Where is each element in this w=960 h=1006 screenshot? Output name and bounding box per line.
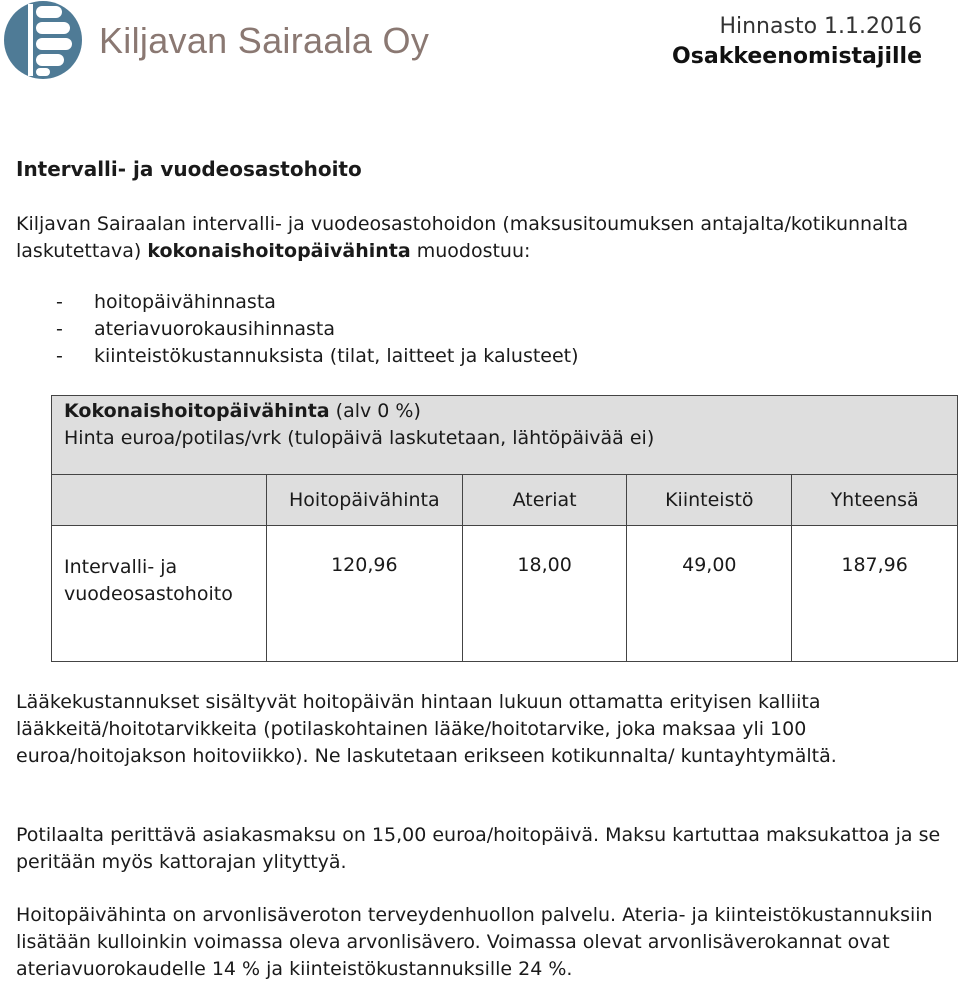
row-label: Intervalli- ja vuodeosastohoito xyxy=(52,526,267,662)
patient-fee-paragraph: Potilaalta perittävä asiakasmaksu on 15,00 euroa/hoitopäivä. Maksu kartuttaa maksukattoa ja se peritään myös kattorajan ylityttyä. xyxy=(16,824,941,873)
medication-paragraph: Lääkekustannukset sisältyvät hoitopäivän hintaan lukuun ottamatta erityisen kalliita lääkkeitä/hoitotarvikkeita (potilaskohtainen lääke/hoitotarvike, joka maksaa yli 100 euroa/hoitojakson hoitoviikko). Ne laskutetaan erikseen kotikunnalta/ kuntayhtymältä. xyxy=(16,691,837,767)
intro-text-start: Kiljavan Sairaalan intervalli- ja vuodeosastohoidon (maksusitoumuksen antajalta/kotikunnalta laskutettava) xyxy=(16,213,909,262)
table-header-cell: Ateriat xyxy=(462,475,627,526)
price-components-list xyxy=(56,289,579,370)
list-item: - hoitopäivähinnasta xyxy=(56,289,579,316)
table-header-row xyxy=(52,475,958,526)
price-list-date: Hinnasto 1.1.2016 xyxy=(719,14,922,39)
section-title: Intervalli- ja vuodeosastohoito xyxy=(16,157,362,181)
vat-paragraph: Hoitopäivähinta on arvonlisäveroton terveydenhuollon palvelu. Ateria- ja kiinteistökustannuksiin lisätään kulloinkin voimassa oleva arvonlisävero. Voimassa olevat arvonlisäverokannat ovat ateriavuorokaudelle 14 % ja kiinteistökustannuksille 24 %. xyxy=(16,904,933,980)
intro-bold-term: kokonaishoitopäivähinta xyxy=(147,240,411,262)
table-header-cell: Yhteensä xyxy=(792,475,958,526)
table-caption xyxy=(52,396,958,475)
table-row xyxy=(52,526,958,662)
table-header-cell: Kiinteistö xyxy=(627,475,792,526)
list-item: - ateriavuorokausihinnasta xyxy=(56,316,579,343)
table-cell: 18,00 xyxy=(462,526,627,662)
caption-vat: (alv 0 %) xyxy=(329,400,421,422)
logo-mark-icon xyxy=(2,0,94,82)
intro-paragraph xyxy=(16,211,946,265)
caption-bold: Kokonaishoitopäivähinta xyxy=(64,400,330,422)
document-header xyxy=(672,12,922,72)
caption-note: Hinta euroa/potilas/vrk (tulopäivä laskutetaan, lähtöpäivää ei) xyxy=(64,427,655,449)
price-table xyxy=(51,395,958,662)
list-item: - kiinteistökustannuksista (tilat, laitteet ja kalusteet) xyxy=(56,343,579,370)
audience-title: Osakkeenomistajille xyxy=(672,44,922,69)
table-cell: 120,96 xyxy=(266,526,462,662)
table-header-cell: Hoitopäivähinta xyxy=(266,475,462,526)
table-caption-row xyxy=(52,396,958,475)
table-header-cell xyxy=(52,475,267,526)
table-cell: 49,00 xyxy=(627,526,792,662)
intro-text-end: muodostuu: xyxy=(410,240,531,262)
company-logo xyxy=(2,0,432,82)
company-name: Kiljavan Sairaala Oy xyxy=(99,20,430,61)
table-cell: 187,96 xyxy=(792,526,958,662)
